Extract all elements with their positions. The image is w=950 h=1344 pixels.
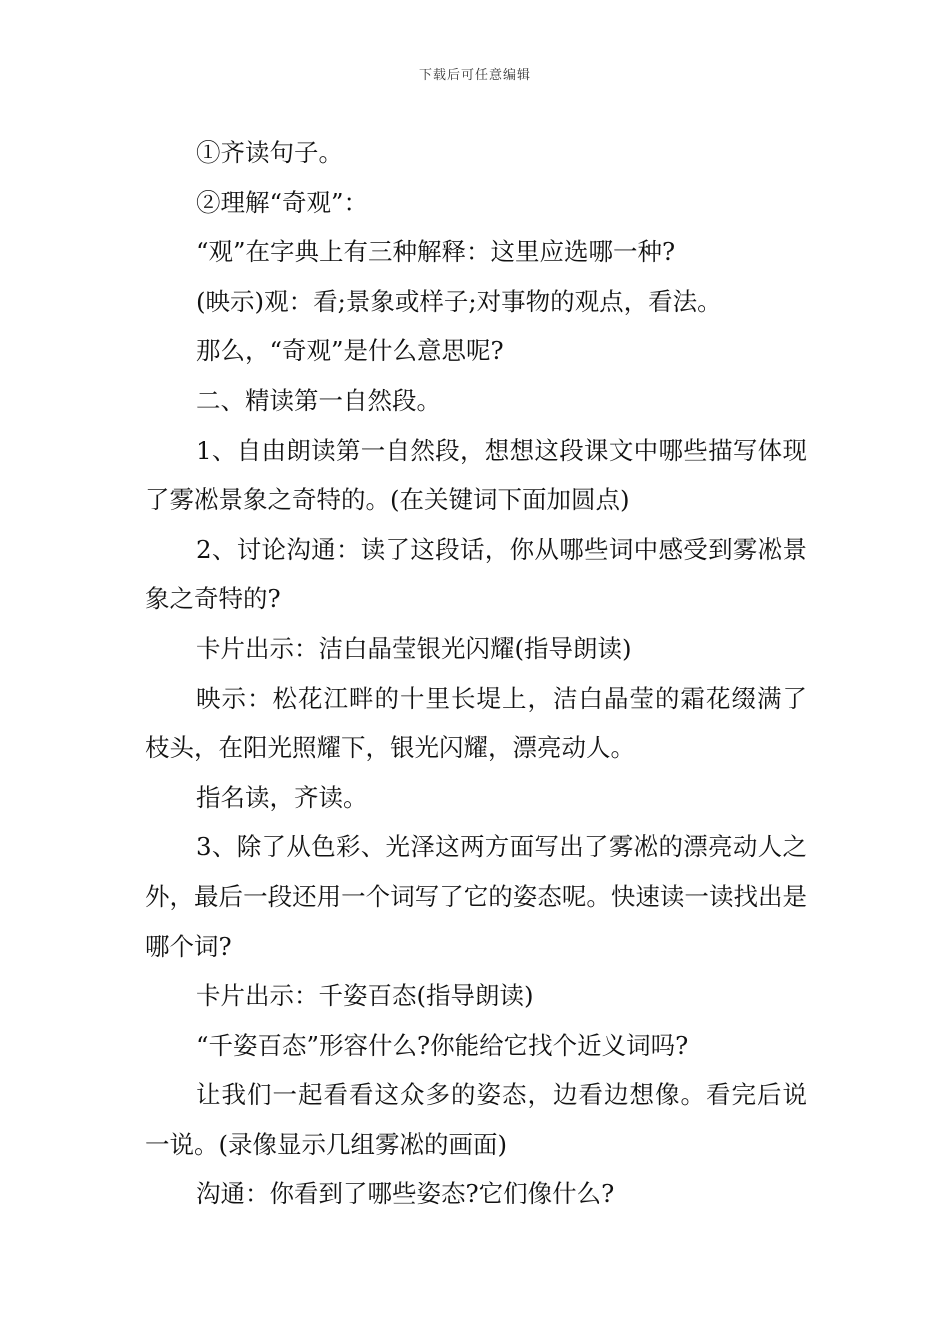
- page-header: 下载后可任意编辑: [418, 68, 531, 83]
- paragraph: 3、除了从色彩、光泽这两方面写出了雾凇的漂亮动人之外，最后一段还用一个词写了它的姿态呢。快速读一读找出是哪个词?: [145, 832, 807, 961]
- paragraph: 映示：松花江畔的十里长堤上，洁白晶莹的霜花缀满了枝头，在阳光照耀下，银光闪耀，漂亮动人。: [145, 683, 807, 763]
- paragraph: 沟通：你看到了哪些姿态?它们像什么?: [196, 1179, 615, 1209]
- paragraph: “千姿百态”形容什么?你能给它找个近义词吗?: [196, 1030, 689, 1060]
- paragraph: ①齐读句子。: [196, 138, 343, 167]
- section-heading: 二、精读第一自然段。: [196, 385, 441, 415]
- paragraph: (映示)观：看;景象或样子;对事物的观点，看法。: [196, 286, 722, 316]
- paragraph: 卡片出示：洁白晶莹银光闪耀(指导朗读): [196, 633, 632, 663]
- paragraph: 卡片出示：千姿百态(指导朗读): [196, 981, 534, 1011]
- document-body: [145, 128, 807, 1219]
- paragraph: 2、讨论沟通：读了这段话，你从哪些词中感受到雾凇景象之奇特的?: [145, 534, 807, 614]
- paragraph: 指名读，齐读。: [196, 782, 368, 812]
- paragraph: “观”在字典上有三种解释：这里应选哪一种?: [196, 237, 676, 267]
- paragraph: 那么，“奇观”是什么意思呢?: [196, 336, 504, 366]
- paragraph: 1、自由朗读第一自然段，想想这段课文中哪些描写体现了雾凇景象之奇特的。(在关键词下面加圆点): [145, 435, 807, 515]
- paragraph: 让我们一起看看这众多的姿态，边看边想像。看完后说一说。(录像显示几组雾凇的画面): [145, 1080, 807, 1159]
- paragraph: ②理解“奇观”：: [196, 187, 369, 217]
